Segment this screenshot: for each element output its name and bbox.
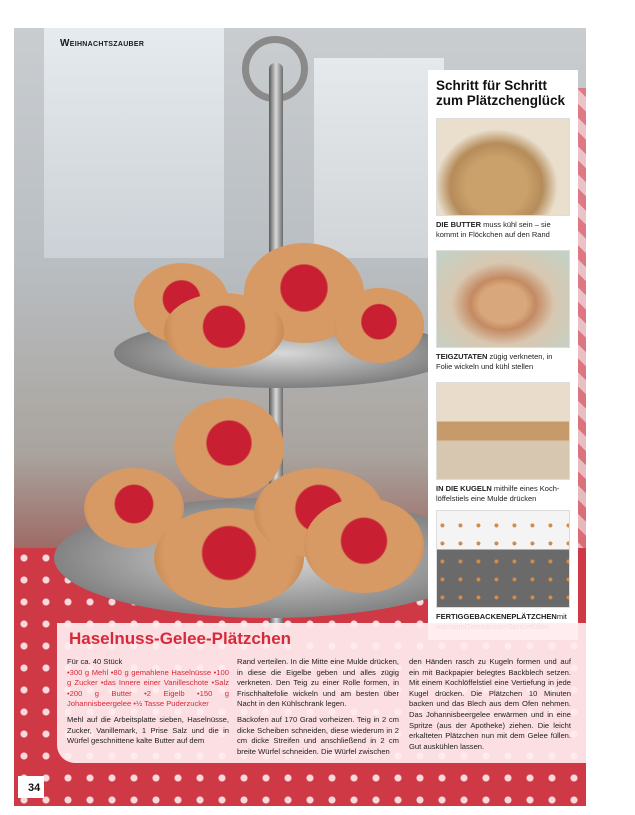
recipe-column-1 <box>67 657 229 747</box>
step-1-lead: DIE BUTTER <box>436 220 481 229</box>
section-label: Weihnachtszauber <box>60 38 145 49</box>
step-2 <box>436 250 568 372</box>
step-4 <box>436 510 568 632</box>
recipe-step-a: Mehl auf die Arbeitsplatte sieben, Haselnüsse, Zucker, Vanillemark, 1 Prise Salz und die in Würfel geschnittene kalte Butter auf dem <box>67 714 229 746</box>
step-4-text: mit <box>556 612 567 621</box>
recipe-title: Haselnuss-Gelee-Plätzchen <box>69 629 292 648</box>
recipe-step-d: den Händen rasch zu Kugeln formen und auf ein mit Backpapier belegtes Backblech setzen. Mit einem Kochlöffelstiel eine Vertiefung in jede Kugel drücken. Die Plätzchen 10 Minuten backen und das Blech aus dem Ofen nehmen. Das Johannisbeergelee erwärmen und in eine Spritze (aus der Apotheke) ziehen. Die leicht erkalteten Plätzchen nun mit dem Gelee füllen. Gut auskühlen lassen. <box>409 657 571 751</box>
step-2-text: zügig verkneten, in Folie wickeln und kühl stellen <box>436 352 553 371</box>
step-4-lead: FERTIGGEBACKENEPLÄTZCHEN <box>436 612 557 621</box>
step-by-step-panel <box>428 70 578 640</box>
recipe-box <box>57 623 586 763</box>
recipe-ingredients: •300 g Mehl •80 g gemahlene Haselnüsse •100 g Zucker •das Innere einer Vanilleschote •Salz •200 g Butter •2 Eigelb •150 g Johannisbeergelee •½ Tasse Puderzucker <box>67 667 229 709</box>
step-3 <box>436 382 568 504</box>
cookie <box>304 498 424 593</box>
cookie <box>164 293 284 368</box>
step-2-lead: TEIGZUTATEN <box>436 352 488 361</box>
step-1 <box>436 118 568 240</box>
cookie <box>174 398 284 498</box>
step-3-lead: IN DIE KUGELN <box>436 484 492 493</box>
step-2-caption <box>436 352 568 372</box>
background-window <box>44 28 224 258</box>
step-4-photo <box>436 510 570 608</box>
step-1-caption <box>436 220 568 240</box>
steps-title: Schritt für Schritt zum Plätzchenglück <box>436 78 566 108</box>
cookie <box>334 288 424 363</box>
step-3-photo <box>436 382 570 480</box>
step-3-caption <box>436 484 568 504</box>
recipe-column-2 <box>237 657 399 757</box>
page-number: 34 <box>28 782 41 794</box>
step-1-photo <box>436 118 570 216</box>
recipe-step-b: Rand verteilen. In die Mitte eine Mulde drücken, in diese die Eigelbe geben und alles zügig verkneten. Den Teig zu einer Rolle formen, in Frischhaltefolie wickeln und am besten über Nacht in den Kühlschrank legen. <box>237 657 399 709</box>
recipe-step-c: Backofen auf 170 Grad vorheizen. Teig in 2 cm dicke Scheiben schneiden, diese wiederum in 2 cm dicke Streifen und anschließend in 2 cm breite Würfel schneiden. Die Würfel zwischen <box>237 714 399 756</box>
step-3-text: mithilfe eines Kochlöffelstiels eine Mulde drücken <box>436 484 560 503</box>
recipe-column-3 <box>409 657 571 752</box>
step-2-photo <box>436 250 570 348</box>
step-1-text: muss kühl sein – sie kommt in Flöckchen auf den Rand <box>436 220 551 239</box>
background-window-2 <box>314 58 444 258</box>
recipe-yield: Für ca. 40 Stück <box>67 657 123 666</box>
